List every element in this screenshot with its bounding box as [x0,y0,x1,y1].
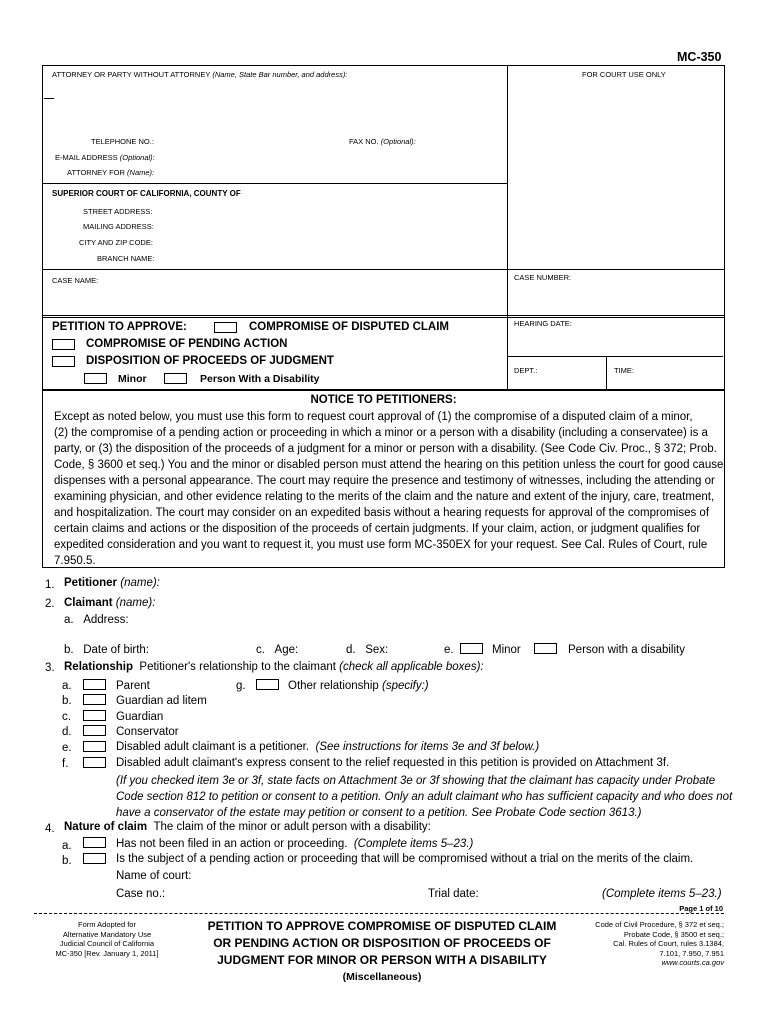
disabled-petitioner-checkbox[interactable] [83,741,106,752]
petition-minor-checkbox[interactable] [84,373,107,384]
notice-line: Except as noted below, you must use this form to request court approval of (1) the compromise of a disputed claim of a minor, [54,411,693,423]
adopted-line: Form Adopted for [78,920,136,929]
legal-codes [570,920,724,968]
claimant-minor-checkbox[interactable] [460,643,483,654]
pending-action-checkbox[interactable] [52,339,75,350]
footer-divider [34,913,724,914]
form-adopted-info [34,920,180,958]
consent-label: Disabled adult claimant's express consent to the relief requested in this petition is provided on Attachment 3f. [116,757,670,769]
footer-title [183,918,581,986]
time-label: TIME: [614,366,634,375]
notice-line: (2) the compromise of a pending action or proceeding in which a minor or a person with a disability (including a conservatee) is a [54,427,708,439]
capacity-instructions [116,773,732,821]
nat-a-letter: a. [62,840,72,852]
petition-title: PETITION TO APPROVE: [52,321,187,333]
notice-body [54,409,723,569]
dept-label: DEPT.: [514,366,538,375]
not-filed-label: Has not been filed in an action or proceeding. (Complete items 5–23.) [116,838,474,850]
guardian-litem-label: Guardian ad litem [116,695,207,707]
notice-line: certain claims and actions or the disposition of the proceeds of certain judgments. If your claim, action, or judgment qualifies for [54,523,701,535]
notice-line: expedited consideration and you want to request it, you must use form MC-350EX for your request. See Cal. Rules of Court, rule [54,539,708,551]
petition-disability-checkbox[interactable] [164,373,187,384]
item-4-number: 4. [45,823,55,835]
attorney-for-label: ATTORNEY FOR (Name): [67,168,155,177]
other-relationship-checkbox[interactable] [256,679,279,690]
claimant-label: Claimant (name): [64,597,156,609]
age-label: c. Age: [256,644,299,656]
disputed-claim-checkbox[interactable] [214,322,237,333]
adopted-line: Alternative Mandatory Use [62,929,152,939]
conservator-label: Conservator [116,726,179,738]
guardian-litem-checkbox[interactable] [83,694,106,705]
item-3-number: 3. [45,662,55,674]
e-label: e. [444,644,454,656]
not-filed-checkbox[interactable] [83,837,106,848]
code-line: Cal. Rules of Court, rules 3.1384, [613,939,724,948]
nature-of-claim-label: Nature of claim The claim of the minor or adult person with a disability: [64,821,431,833]
case-name-label: CASE NAME: [52,276,99,285]
notice-line: 7.950.5. [54,555,96,567]
email-label: E-MAIL ADDRESS (Optional): [55,153,155,162]
consent-checkbox[interactable] [83,757,106,768]
code-line: Code of Civil Procedure, § 372 et seq.; [595,920,724,929]
dob-label: b. Date of birth: [64,644,150,656]
pending-checkbox[interactable] [83,853,106,864]
petition-disability-label: Person With a Disability [200,373,320,385]
city-zip-label: CITY AND ZIP CODE: [79,238,153,247]
case-number-label: CASE NUMBER: [514,273,572,282]
relationship-label: Relationship Petitioner's relationship to the claimant (check all applicable boxes): [64,661,484,673]
notice-line: party, or (3) the disposition of the proceeds of a judgment for a minor or person with a disability. (See Code Civ. Proc., § 372; Prob. [54,443,717,455]
nat-b-letter: b. [62,855,72,867]
sex-label: d. Sex: [346,644,389,656]
instruction-line: (If you checked item 3e or 3f, state facts on Attachment 3e or 3f showing that the claimant has capacity under Probate [116,775,716,787]
proceeds-judgment-label: DISPOSITION OF PROCEEDS OF JUDGMENT [86,355,334,367]
parent-label: Parent [116,680,150,692]
telephone-label: TELEPHONE NO.: [91,137,154,146]
footer-title-line: PETITION TO APPROVE COMPROMISE OF DISPUTED CLAIM [207,919,557,933]
proceeds-judgment-checkbox[interactable] [52,356,75,367]
notice-line: examining physician, and other evidence relating to the merits of the claim and the nature and extent of the injury, care, treatment, [54,491,715,503]
rel-a-letter: a. [62,680,72,692]
pending-action-label: COMPROMISE OF PENDING ACTION [86,338,288,350]
adopted-line: Judicial Council of California [59,939,155,948]
disputed-claim-label: COMPROMISE OF DISPUTED CLAIM [249,321,449,333]
form-number: MC-350 [677,50,722,64]
item-2-number: 2. [45,598,55,610]
address-label: a. Address: [64,614,129,626]
parent-checkbox[interactable] [83,679,106,690]
attorney-label: ATTORNEY OR PARTY WITHOUT ATTORNEY (Name, State Bar number, and address): [52,70,348,79]
other-relationship-label: Other relationship (specify:) [288,680,429,692]
case-no-label: Case no.: [116,888,166,900]
footer-subtitle: (Miscellaneous) [342,971,422,983]
instruction-line: have a conservator of the estate may petition or consent to a petition. See Probate Code section 3613.) [116,807,642,819]
conservator-checkbox[interactable] [83,725,106,736]
fax-label: FAX NO. (Optional): [349,137,416,146]
claimant-disability-checkbox[interactable] [534,643,557,654]
adopted-line: MC-350 [Rev. January 1, 2011] [55,948,159,958]
petition-minor-label: Minor [118,373,147,385]
rel-b-letter: b. [62,695,72,707]
claimant-disability-label: Person with a disability [568,644,685,656]
court-website-link[interactable]: www.courts.ca.gov [661,958,724,967]
complete-items-note: (Complete items 5–23.) [602,888,722,900]
claimant-minor-label: Minor [492,644,521,656]
item-1-number: 1. [45,579,55,591]
guardian-checkbox[interactable] [83,710,106,721]
pending-label: Is the subject of a pending action or proceeding that will be compromised without a trial on the merits of the claim. [116,853,694,865]
court-use-label: FOR COURT USE ONLY [582,70,666,79]
instruction-line: Code section 812 to petition or consent to a petition. Only an adult claimant who has sufficient capacity and who does not [116,791,733,803]
code-line: Probate Code, § 3500 et seq.; [623,929,724,939]
court-title: SUPERIOR COURT OF CALIFORNIA, COUNTY OF [52,189,241,198]
notice-title: NOTICE TO PETITIONERS: [310,394,457,406]
notice-line: and hospitalization. The court may consider on an expedited basis without a hearing requests for approval of the compromises of [54,507,710,519]
branch-name-label: BRANCH NAME: [97,254,155,263]
rel-c-letter: c. [62,711,71,723]
footer-title-line: OR PENDING ACTION OR DISPOSITION OF PROCEEDS OF [213,936,551,950]
trial-date-label: Trial date: [428,888,479,900]
hearing-date-label: HEARING DATE: [514,319,572,328]
petitioner-label: Petitioner (name): [64,577,160,589]
mailing-address-label: MAILING ADDRESS: [83,222,154,231]
code-line: 7.101, 7.950, 7.951 [659,948,724,958]
rel-g-letter: g. [236,680,246,692]
notice-line: dispenses with a personal appearance. The court may require the presence and testimony of witnesses, including the attending or [54,475,715,487]
guardian-label: Guardian [116,711,164,723]
disabled-petitioner-label: Disabled adult claimant is a petitioner. (See instructions for items 3e and 3f below.) [116,741,540,753]
rel-e-letter: e. [62,742,72,754]
footer-title-line: JUDGMENT FOR MINOR OR PERSON WITH A DISABILITY [217,953,547,967]
rel-f-letter: f. [62,758,69,770]
street-address-label: STREET ADDRESS: [83,207,153,216]
notice-line: Code, § 3600 et seq.) You and the minor or disabled person must attend the hearing on this petition unless the court for good cause [54,459,724,471]
rel-d-letter: d. [62,726,72,738]
page-number: Page 1 of 10 [679,904,723,913]
court-name-label: Name of court: [116,870,192,882]
